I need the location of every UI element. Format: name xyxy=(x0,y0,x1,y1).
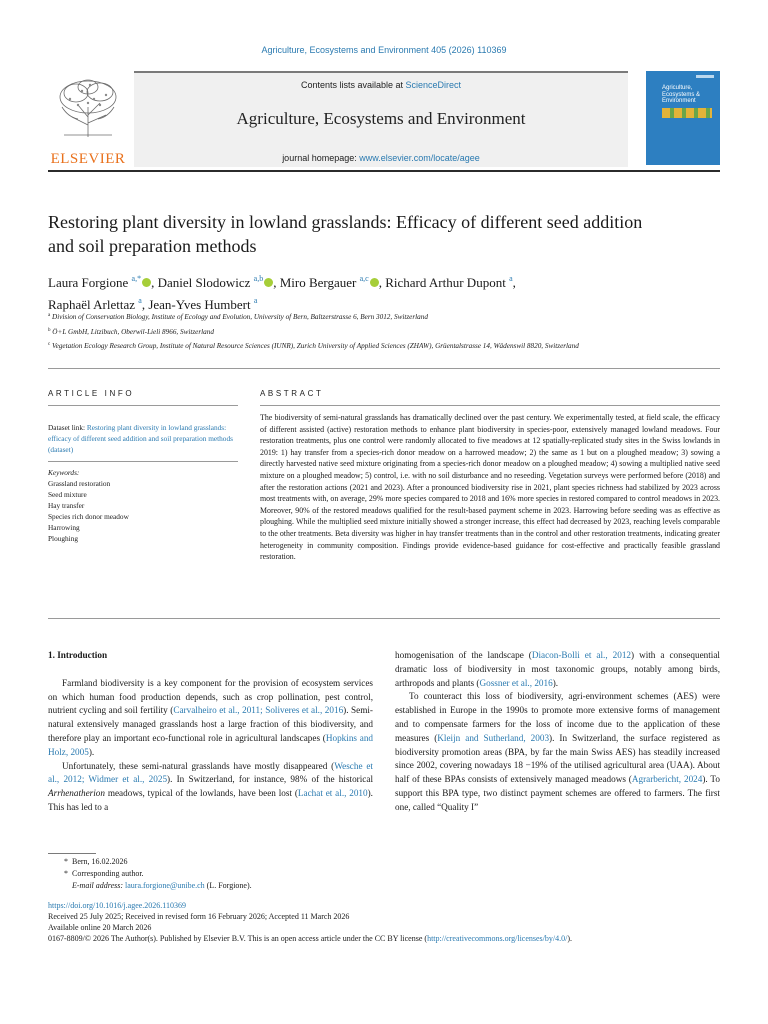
right-paragraphs xyxy=(395,649,720,815)
copyright-suffix: ). xyxy=(567,934,573,943)
keyword-item: Hay transfer xyxy=(48,501,85,510)
left-paragraphs xyxy=(48,677,373,815)
elsevier-tree-icon xyxy=(54,77,122,139)
abstract-heading: ABSTRACT xyxy=(260,389,324,398)
masthead-rule xyxy=(48,170,720,172)
copyright-prefix: 0167-8809/© 2026 The Author(s). Published by Elsevier B.V. This is an open access article under the CC BY license ( xyxy=(48,934,428,943)
sciencedirect-link[interactable]: ScienceDirect xyxy=(405,80,462,90)
citation-link[interactable]: Carvalheiro et al., 2011; Soliveres et al., 2016 xyxy=(173,705,344,716)
keyword-item: Grassland restoration xyxy=(48,479,111,488)
citation-link[interactable]: Lachat et al., 2010 xyxy=(297,788,368,799)
footnote-email xyxy=(48,880,378,892)
info-top-rule xyxy=(48,368,720,369)
cover-title: Agriculture, Ecosystems & Environment xyxy=(662,85,701,104)
journal-masthead xyxy=(48,71,720,167)
author-affiliation-marker[interactable]: a xyxy=(253,296,258,305)
footnote-star: * Bern, 16.02.2026 xyxy=(64,857,128,866)
license-link[interactable]: http://creativecommons.org/licenses/by/4.0/ xyxy=(427,934,568,943)
abstract-bottom-rule xyxy=(48,618,720,619)
author-name[interactable]: Richard Arthur Dupont xyxy=(385,275,506,290)
homepage-prefix: journal homepage: xyxy=(282,153,360,163)
elsevier-logo[interactable] xyxy=(48,77,128,167)
author-name[interactable]: Jean-Yves Humbert xyxy=(148,297,251,312)
journal-cover-image[interactable] xyxy=(646,71,720,165)
homepage-link[interactable]: www.elsevier.com/locate/agee xyxy=(359,153,480,163)
body-paragraph: To counteract this loss of biodiversity, agri-environment schemes (AES) were established in Europe in the 1990s to promote more extensive forms of management and to compensate farmers for the loss of income due to the application of these measures (Kleijn and Sutherland, 2003). In Switzerland, the surface registered as biodiversity promotion areas (BPA, by far the main Swiss AES) has steadily increased since 2002, covering nowadays 18 −19% of the utilised agricultural area (UAA). About half of these BPAs consists of extensively managed meadows (Agrarbericht, 2024). To support this BPA type, two distinct payment schemes are offered to farmers. The first one, called “Quality I” xyxy=(395,691,720,812)
cover-top-mark xyxy=(696,75,714,78)
affiliation-marker: b xyxy=(48,327,51,333)
footnote-corresponding: * Corresponding author. xyxy=(64,869,144,878)
keyword-item: Harrowing xyxy=(48,523,80,532)
author-name[interactable]: Raphaël Arlettaz xyxy=(48,297,135,312)
author-affiliation-marker[interactable]: a,* xyxy=(131,274,142,283)
citation-link[interactable]: Kleijn and Sutherland, 2003 xyxy=(437,732,550,743)
keyword-item: Species rich donor meadow xyxy=(48,512,129,521)
body-right-column xyxy=(395,649,720,815)
keywords-heading: Keywords: xyxy=(48,468,80,477)
author-list: Laura Forgione $^{a,*}$ , Daniel Slodowicz $^{a,b}$ , Miro Bergauer $^{a,c}$ , Richard Arthur Dupont $^a$, Raphaël Arlettaz $^a$, Jean-Yves Humbert $^a$ xyxy=(48,274,516,312)
available-online: Available online 20 March 2026 xyxy=(48,923,152,932)
affiliation xyxy=(48,340,720,352)
section-heading: 1. Introduction xyxy=(48,650,108,660)
body-paragraph: Farmland biodiversity is a key component for the provision of ecosystem services on which human food production depends, such as crop pollination, pest control, nutrient cycling and soil fertility (Carvalheiro et al., 2011; Soliveres et al., 2016). Semi-natural extensively managed grasslands host a large fraction of this biodiversity, and therefore play an important eco-functional role in agricultural landscapes (Hopkins and Holz, 2005). xyxy=(48,677,374,757)
affiliation xyxy=(48,311,720,323)
orcid-icon[interactable] xyxy=(370,278,379,287)
citation-link[interactable]: Hopkins and Holz, 2005 xyxy=(48,732,374,757)
keyword-item: Ploughing xyxy=(48,534,79,543)
article-title: Restoring plant diversity in lowland grasslands: Efficacy of different seed addition and soil preparation methods xyxy=(48,212,643,256)
publisher-name: ELSEVIER xyxy=(50,151,126,167)
keywords-block xyxy=(48,467,238,544)
affiliation-text: Division of Conservation Biology, Institute of Ecology and Evolution, University of Bern, Baltzerstrasse 6, Bern 3012, Switzerland xyxy=(52,313,428,321)
doi-link[interactable]: https://doi.org/10.1016/j.agee.2026.110369 xyxy=(48,901,186,910)
author-affiliation-marker[interactable]: a xyxy=(138,296,142,305)
citation-link[interactable]: Agrarbericht, 2024 xyxy=(631,774,703,785)
article-info-heading: ARTICLE INFO xyxy=(48,389,135,398)
body-paragraph: homogenisation of the landscape (Diacon-Bolli et al., 2012) with a consequential dramatic loss of biodiversity in most taxonomic groups, notably among birds, arthropods and plants (Gossner et al., 2016). xyxy=(395,650,720,688)
body-left-column xyxy=(48,649,373,815)
contents-available xyxy=(134,80,628,90)
orcid-icon[interactable] xyxy=(264,278,273,287)
corresponding-author-note: Corresponding author. xyxy=(72,869,144,878)
affiliation-marker: c xyxy=(48,342,51,347)
affiliation-text: Ö+L GmbH, Litzibuch, Oberwil-Lieli 8966, Switzerland xyxy=(52,327,214,336)
abstract-rule xyxy=(260,405,720,406)
citation-link[interactable]: Gossner et al., 2016 xyxy=(479,677,553,688)
email-label: E-mail address: xyxy=(72,881,126,890)
affiliation-text: Vegetation Ecology Research Group, Institute of Natural Resource Sciences (IUNR), Zurich University of Applied Sciences (ZHAW), Grüentalstrasse 14, Wädenswil 8820, Switzerland xyxy=(52,342,579,350)
footnotes xyxy=(48,853,378,892)
footnote-rule xyxy=(48,853,96,854)
article-meta xyxy=(48,900,738,944)
email-suffix: (L. Forgione). xyxy=(204,881,252,890)
author-name[interactable]: Miro Bergauer xyxy=(279,275,357,290)
article-history: Received 25 July 2025; Received in revised form 16 February 2026; Accepted 11 March 2026 xyxy=(48,912,350,921)
email-link[interactable]: laura.forgione@unibe.ch xyxy=(125,881,205,890)
affiliation-marker: a xyxy=(48,313,51,318)
cover-image-band xyxy=(662,108,712,118)
contents-prefix: Contents lists available at xyxy=(300,80,406,90)
affiliation xyxy=(48,326,720,338)
journal-homepage xyxy=(134,153,628,163)
abstract-text: The biodiversity of semi-natural grasslands has dramatically declined over the past century. We experimentally tested, at field scale, the efficacy of different assisted (active) restoration methods to enhance plant biodiversity in species-poor, extensively managed lowland meadows. Four restoration treatments, plus one control were randomly allocated to five meadows at 12 spatially-replicated study sites in the Swiss lowlands in 2019: 1) hay transfer from a species-rich donor meadow on a harrowed meadow; 2) the same as 1 but on a ploughed meadow; 3) sowing a directly harvested native seed mixture originating from a species-rich donor meadow on a ploughed meadow; 4) sowing a multiplied native seed mixture on a ploughed meadow; 5) control, i.e. with no soil disturbance and no reseeding. Vegetation surveys were performed before (2018) and after the restoration actions (2021 and 2023). After a pronounced biodiversity rise in 2021, plant species richness had stabilized by 2023 across most treatments with, on average, 29% more species compared to 2018 and 16% more species in restored compared to control meadows in 2023. Moreover, 90% of the restored meadows qualified for the result-based payment scheme in 2023. Harrowing before seeding was as effective as ploughing. While the multiplied seed mixture initially showed a stronger increase, this effect had decreased by 2023, reaching levels comparable to the other treatments. Beta diversity was higher in hay transfer treatments than in the control and other restoration treatments, indicating greater heterogeneity in community composition. Findings provide evidence-based guidance for cost-effective and practically feasible grassland restoration. xyxy=(260,413,720,562)
keywords-rule xyxy=(48,461,238,462)
article-info-rule xyxy=(48,405,238,406)
citation-link[interactable]: Wesche et al., 2012; Widmer et al., 2025 xyxy=(48,760,373,785)
keyword-item: Seed mixture xyxy=(48,490,87,499)
author-name[interactable]: Daniel Slodowicz xyxy=(157,275,251,290)
orcid-icon[interactable] xyxy=(142,278,151,287)
dataset-link[interactable]: Restoring plant diversity in lowland grasslands: efficacy of different seed addition and soil preparation methods (dataset) xyxy=(48,423,233,454)
affiliation-list xyxy=(48,311,720,355)
citation-link[interactable]: Diacon-Bolli et al., 2012 xyxy=(531,650,632,660)
body-paragraph: Unfortunately, these semi-natural grasslands have mostly disappeared (Wesche et al., 2012; Widmer et al., 2025). In Switzerland, for instance, 98% of the historical Arrhenatherion meadows, typical of the lowlands, have been lost (Lachat et al., 2010). This has led to a xyxy=(48,760,373,812)
journal-title: Agriculture, Ecosystems and Environment xyxy=(236,109,526,128)
author-name[interactable]: Laura Forgione xyxy=(48,275,129,290)
dataset-prefix: Dataset link: xyxy=(48,423,87,432)
author-affiliation-marker[interactable]: a xyxy=(509,274,513,283)
author-affiliation-marker[interactable]: a,b xyxy=(253,274,264,283)
running-head[interactable]: Agriculture, Ecosystems and Environment 405 (2026) 110369 xyxy=(261,45,507,55)
copyright-line xyxy=(48,933,738,944)
dataset-link-block xyxy=(48,422,238,455)
masthead-center xyxy=(134,71,628,167)
author-affiliation-marker[interactable]: a,c xyxy=(359,274,369,283)
footnote-received: Bern, 16.02.2026 xyxy=(72,857,128,866)
italic-term: Arrhenatherion xyxy=(48,788,105,799)
